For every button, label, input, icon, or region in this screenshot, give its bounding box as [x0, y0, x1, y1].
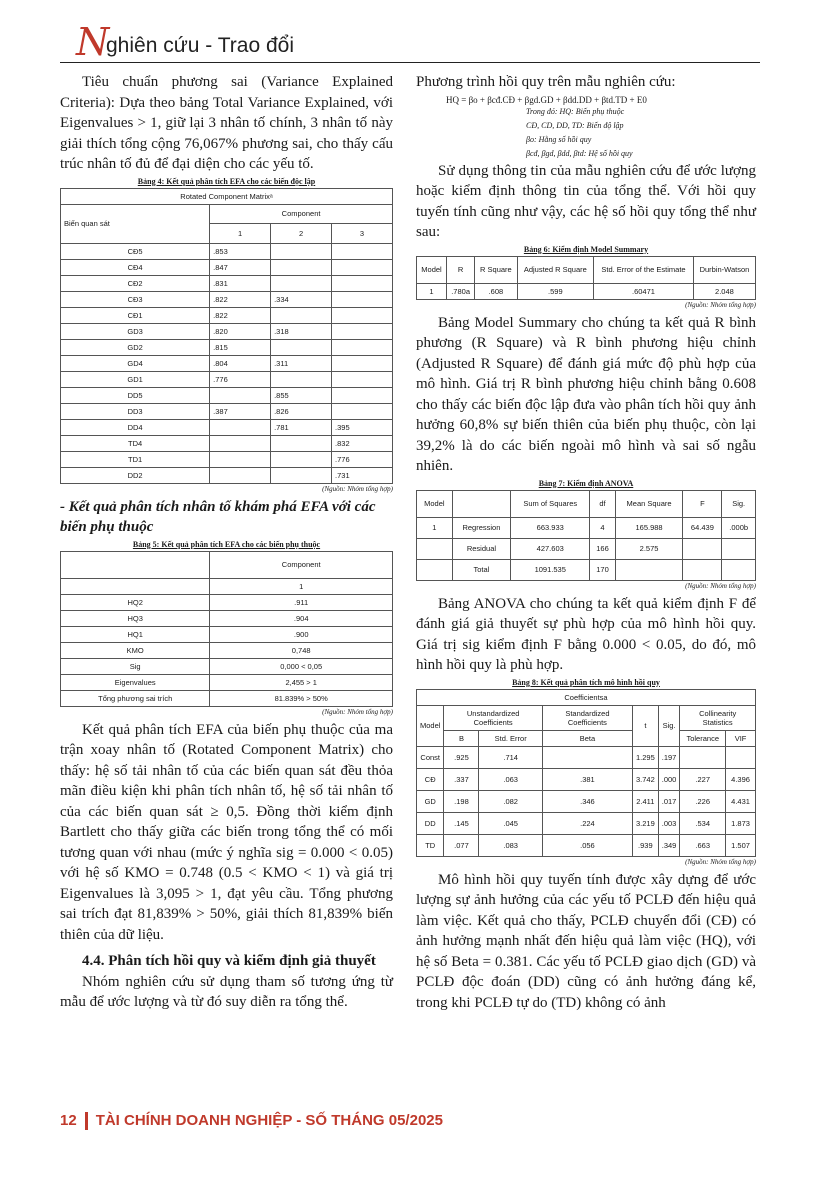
table7-cell: .000b	[722, 517, 756, 538]
table-row	[417, 517, 756, 538]
table6-cell: .60471	[594, 283, 694, 299]
table-row	[61, 355, 393, 371]
paragraph: Nhóm nghiên cứu sử dụng tham số tương ứng từ mẫu để ước lượng và từ đó suy diễn ra tổng thể.	[60, 973, 393, 1010]
table8-cell: .145	[444, 812, 479, 834]
table8-caption: Bảng 8: Kết quả phân tích mô hình hồi quy	[512, 677, 660, 687]
table5-cell: .900	[210, 626, 393, 642]
table4-cell: GD2	[61, 339, 210, 355]
page-number: 12	[60, 1112, 77, 1129]
definition-line: βcđ, βgd, βdd, βtd: Hệ số hồi quy	[526, 148, 633, 158]
table4-cell: .731	[332, 467, 393, 483]
table7-source: (Nguồn: Nhóm tổng hợp)	[685, 581, 756, 590]
table8-subheader: B	[444, 730, 479, 746]
paragraph: Mô hình hồi quy tuyến tính được xây dựng để ước lượng sự ảnh hưởng của các yếu tố PCLĐ đến hiệu quả làm việc. Kết quả cho thấy, PCLĐ chuyển đổi (CĐ) có ảnh hưởng mạnh nhất đến hiệu quả làm việc (HQ), với hệ số Beta = 0.381. Các yếu tố PCLĐ giao dịch (GD) và PCLĐ độc đoán (DD) cũng có ảnh hưởng đáng kể, trong khi PCLĐ tự do (TD) không có ảnh	[416, 871, 756, 1011]
table8-cell: .077	[444, 834, 479, 856]
table8-cell: .063	[479, 768, 542, 790]
table8-cell: .082	[479, 790, 542, 812]
table8-cell: .534	[680, 812, 726, 834]
table4-cell: TD1	[61, 451, 210, 467]
table8-cell	[542, 746, 632, 768]
table7-caption: Bảng 7: Kiểm định ANOVA	[538, 478, 634, 488]
table4-cell: CĐ2	[61, 275, 210, 291]
table-row	[61, 291, 393, 307]
table8-cell	[680, 746, 726, 768]
table8-header: Collinearity Statistics	[680, 705, 756, 730]
table-row	[61, 403, 393, 419]
table-row	[61, 435, 393, 451]
table4-cell	[210, 435, 271, 451]
table4-cell	[271, 307, 332, 323]
table-row	[61, 674, 393, 690]
table4-cell: .804	[210, 355, 271, 371]
table4-cell: DD2	[61, 467, 210, 483]
table4-cell: .815	[210, 339, 271, 355]
table7-cell	[683, 559, 722, 580]
table-row	[417, 538, 756, 559]
table4-cell	[271, 339, 332, 355]
table7-cell: 1091.535	[511, 559, 590, 580]
table4-cell	[271, 259, 332, 275]
table4-cell	[271, 435, 332, 451]
table6-header: R Square	[475, 256, 517, 283]
table8-cell: .045	[479, 812, 542, 834]
table-row	[417, 834, 756, 856]
table8-cell: 3.219	[632, 812, 658, 834]
table5-cell: .904	[210, 610, 393, 626]
table4-cell	[332, 291, 393, 307]
right-column	[416, 72, 756, 1013]
definition-line: βo: Hằng số hồi quy	[526, 134, 592, 144]
table6-header: Adjusted R Square	[517, 256, 594, 283]
table7-header: Mean Square	[615, 490, 683, 517]
table4-col-header: 3	[332, 224, 393, 244]
table-row	[61, 594, 393, 610]
table7-cell	[417, 538, 453, 559]
table4-cell: GD1	[61, 371, 210, 387]
table4-cell	[332, 323, 393, 339]
table-row	[61, 642, 393, 658]
page-footer	[60, 1112, 443, 1130]
table7-cell: 165.988	[615, 517, 683, 538]
table7-cell: 64.439	[683, 517, 722, 538]
table5	[60, 551, 393, 707]
table8-title: Coefficientsa	[417, 689, 756, 705]
table4-cell	[210, 451, 271, 467]
table-row	[417, 790, 756, 812]
table7-cell: 1	[417, 517, 453, 538]
table8-cell: 2.411	[632, 790, 658, 812]
table5-cell: 81.839% > 50%	[210, 690, 393, 706]
table8-cell: .003	[658, 812, 680, 834]
table7-cell	[683, 538, 722, 559]
table8-cell: .939	[632, 834, 658, 856]
table8-header: Standardized Coefficients	[542, 705, 632, 730]
table4-cell	[332, 275, 393, 291]
table7-header: F	[683, 490, 722, 517]
table8-cell: .381	[542, 768, 632, 790]
table7-cell: Residual	[452, 538, 510, 559]
table5-cell: Eigenvalues	[61, 674, 210, 690]
table8-cell: .925	[444, 746, 479, 768]
table8-cell: .714	[479, 746, 542, 768]
table4-cell: .776	[332, 451, 393, 467]
table6-cell: 2.048	[693, 283, 755, 299]
table6-cell: .599	[517, 283, 594, 299]
table7-cell: 427.603	[511, 538, 590, 559]
table7-header: Model	[417, 490, 453, 517]
footer-divider	[85, 1112, 88, 1130]
table8-cell: .017	[658, 790, 680, 812]
paragraph: Bảng Model Summary cho chúng ta kết quả R bình phương (R Square) và R bình phương hiệu chỉnh (Adjusted R Square) để đánh giá mức độ phù hợp của mô hình. Giá trị R bình phương hiệu chỉnh bằng 0.608 cho thấy các biến độc lập đưa vào phân tích hồi quy ảnh hưởng 60,8% sự biến thiên của biến phụ thuộc, còn lại 39,2% là do các biến ngoài mô hình và sai số ngẫu nhiên.	[416, 314, 756, 474]
table8-cell: 3.742	[632, 768, 658, 790]
table-row	[61, 323, 393, 339]
definition-line: Trong đó: HQ: Biến phụ thuộc	[526, 106, 625, 116]
table5-cell: 0,748	[210, 642, 393, 658]
table-row	[61, 451, 393, 467]
table4-cell	[210, 387, 271, 403]
table4-title: Rotated Component Matrixᵃ	[61, 188, 393, 204]
table8-header: Model	[417, 705, 444, 746]
table4-cell: GD3	[61, 323, 210, 339]
table8	[416, 689, 756, 857]
section-heading: - Kết quả phân tích nhân tố khám phá EFA với các biến phụ thuộc	[60, 498, 376, 535]
table8-subheader: Beta	[542, 730, 632, 746]
table4-cell	[332, 403, 393, 419]
table4-cell: .318	[271, 323, 332, 339]
table7-cell: 166	[590, 538, 615, 559]
table4-cell: CĐ1	[61, 307, 210, 323]
table8-cell: .197	[658, 746, 680, 768]
table6-cell: .608	[475, 283, 517, 299]
table4-cell: .395	[332, 419, 393, 435]
table-row	[61, 307, 393, 323]
table7-cell	[722, 538, 756, 559]
table5-cell: .911	[210, 594, 393, 610]
table6-caption: Bảng 6: Kiểm định Model Summary	[523, 244, 649, 254]
table4-cell	[271, 275, 332, 291]
table4-cell: GD4	[61, 355, 210, 371]
footer-journal: TÀI CHÍNH DOANH NGHIỆP - SỐ THÁNG 05/2025	[95, 1112, 443, 1129]
table8-subheader: VIF	[726, 730, 756, 746]
table6-cell: .780a	[447, 283, 475, 299]
paragraph: Kết quả phân tích EFA của biến phụ thuộc của ma trận xoay nhân tố (Rotated Component Matrix) cho thấy: hệ số tải nhân tố của các biến quan sát đều thỏa mãn điều kiện khi phân tích nhân tố, hệ số tải nhân tố của các biến quan sát ≥ 0,5. Đồng thời kiểm định Bartlett cho thấy giữa các biến trong tổng thể có mối tương quan với nhau (mức ý nghĩa sig = 0.000 < 0.05) với hệ số KMO = 0.748 (0.5 < KMO < 1) và giá trị Eigenvalues là 3,095 > 1, đạt yêu cầu. Tổng phương sai trích đạt 81,839% > 50%, giải thích 81,839% biến thiên của dữ liệu.	[60, 721, 393, 943]
table8-subheader: Std. Error	[479, 730, 542, 746]
table6-header: Std. Error of the Estimate	[594, 256, 694, 283]
table8-header: t	[632, 705, 658, 746]
table8-cell: .056	[542, 834, 632, 856]
table-row	[61, 371, 393, 387]
table8-cell: 4.396	[726, 768, 756, 790]
table8-cell: .349	[658, 834, 680, 856]
table8-cell: .227	[680, 768, 726, 790]
equation-definitions	[526, 105, 756, 161]
table4-cell: DD5	[61, 387, 210, 403]
table8-cell: .083	[479, 834, 542, 856]
table4-cell: .311	[271, 355, 332, 371]
table5-cell: Sig	[61, 658, 210, 674]
table-row	[61, 690, 393, 706]
paragraph: Bảng ANOVA cho chúng ta kết quả kiểm định F để đánh giá giả thuyết sự phù hợp của mô hình hồi quy. Giá trị sig kiểm định F bằng 0.000 < 0.05, do đó, mô hình hồi quy là phù hợp.	[416, 595, 756, 673]
table7-cell: 663.933	[511, 517, 590, 538]
table8-cell: .346	[542, 790, 632, 812]
table6-header: Durbin-Watson	[693, 256, 755, 283]
table8-cell: .198	[444, 790, 479, 812]
table-row	[61, 419, 393, 435]
table4-cell: CĐ3	[61, 291, 210, 307]
table6-source: (Nguồn: Nhóm tổng hợp)	[685, 300, 756, 309]
table5-cell: Tổng phương sai trích	[61, 690, 210, 706]
table4-cell	[332, 355, 393, 371]
table7-header: df	[590, 490, 615, 517]
table4-cell: .831	[210, 275, 271, 291]
table8-cell: 1.873	[726, 812, 756, 834]
table4-caption: Bảng 4: Kết quả phân tích EFA cho các biến độc lập	[137, 176, 316, 186]
table8-cell: .224	[542, 812, 632, 834]
definition-line: CĐ, CD, DD, TD: Biến độ lập	[526, 120, 624, 130]
table-row	[61, 467, 393, 483]
table5-cell: KMO	[61, 642, 210, 658]
table4-cell: DD3	[61, 403, 210, 419]
table5-cell: HQ1	[61, 626, 210, 642]
table8-cell: GD	[417, 790, 444, 812]
table8-subheader: Tolerance	[680, 730, 726, 746]
table8-cell: .663	[680, 834, 726, 856]
table-row	[61, 387, 393, 403]
table7-cell: 2.575	[615, 538, 683, 559]
table7-cell	[417, 559, 453, 580]
table5-cell: HQ2	[61, 594, 210, 610]
table-row	[417, 768, 756, 790]
table-row	[61, 658, 393, 674]
table4-cell: CĐ4	[61, 259, 210, 275]
table4-cell	[332, 339, 393, 355]
table6-header: R	[447, 256, 475, 283]
table8-cell: CĐ	[417, 768, 444, 790]
table8-cell: .000	[658, 768, 680, 790]
table7-cell: 170	[590, 559, 615, 580]
table-row	[61, 259, 393, 275]
table4-cell: .855	[271, 387, 332, 403]
table7-cell	[722, 559, 756, 580]
table4-source: (Nguồn: Nhóm tổng hợp)	[322, 484, 393, 493]
table5-col: 1	[210, 578, 393, 594]
table7	[416, 490, 756, 581]
table5-component: Component	[210, 551, 393, 578]
table8-cell: TD	[417, 834, 444, 856]
table4-cell: .387	[210, 403, 271, 419]
table8-header: Unstandardized Coefficients	[444, 705, 542, 730]
table4-rowhead: Biến quan sát	[61, 204, 210, 243]
table6-cell: 1	[417, 283, 447, 299]
table4-cell	[271, 467, 332, 483]
table4-cell: TD4	[61, 435, 210, 451]
table-row	[61, 243, 393, 259]
table-row	[61, 610, 393, 626]
table-row	[61, 626, 393, 642]
table8-cell: DD	[417, 812, 444, 834]
table4-cell: .847	[210, 259, 271, 275]
header-initial: N	[76, 20, 110, 64]
table4-cell: .781	[271, 419, 332, 435]
table8-source: (Nguồn: Nhóm tổng hợp)	[685, 857, 756, 866]
table8-cell: .337	[444, 768, 479, 790]
table7-header: Sig.	[722, 490, 756, 517]
table8-header: Sig.	[658, 705, 680, 746]
table6	[416, 256, 756, 300]
table5-source: (Nguồn: Nhóm tổng hợp)	[322, 707, 393, 716]
table-row	[61, 339, 393, 355]
table8-cell: Const	[417, 746, 444, 768]
table4-cell: .826	[271, 403, 332, 419]
table5-caption: Bảng 5: Kết quả phân tích EFA cho các biến phụ thuộc	[132, 539, 321, 549]
table7-cell	[615, 559, 683, 580]
page-header	[60, 20, 760, 63]
paragraph: Tiêu chuẩn phương sai (Variance Explained Criteria): Dựa theo bảng Total Variance Explained, với Eigenvalues > 1, giữ lại 3 nhân tố chính, 3 nhân tố này giải thích tổng cộng 76,067% phương sai, cho thấy cấu trúc nhân tố đủ để đại diện cho các yếu tố.	[60, 74, 393, 172]
table5-cell: 2,455 > 1	[210, 674, 393, 690]
table4-cell: .822	[210, 307, 271, 323]
table5-cell: HQ3	[61, 610, 210, 626]
table4-cell	[210, 467, 271, 483]
table-row	[417, 559, 756, 580]
table4-cell: .853	[210, 243, 271, 259]
table8-cell: 4.431	[726, 790, 756, 812]
table4	[60, 188, 393, 484]
table7-cell: Total	[452, 559, 510, 580]
table4-cell	[332, 371, 393, 387]
table7-header	[452, 490, 510, 517]
table8-cell: 1.295	[632, 746, 658, 768]
table-row	[417, 812, 756, 834]
table4-cell	[271, 371, 332, 387]
table4-cell: DD4	[61, 419, 210, 435]
table8-cell: .226	[680, 790, 726, 812]
section-title: 4.4. Phân tích hồi quy và kiểm định giả thuyết	[82, 953, 376, 969]
paragraph: Phương trình hồi quy trên mẫu nghiên cứu:	[416, 74, 676, 90]
table4-cell: .820	[210, 323, 271, 339]
table4-cell	[210, 419, 271, 435]
table8-cell: 1.507	[726, 834, 756, 856]
table-row	[417, 746, 756, 768]
table4-cell	[332, 243, 393, 259]
table4-cell: CĐ5	[61, 243, 210, 259]
table5-cell: 0,000 < 0,05	[210, 658, 393, 674]
table4-cell: .334	[271, 291, 332, 307]
table6-header: Model	[417, 256, 447, 283]
table4-cell: .776	[210, 371, 271, 387]
table4-component: Component	[210, 204, 393, 224]
table4-cell	[271, 451, 332, 467]
table4-cell: .822	[210, 291, 271, 307]
table7-cell: 4	[590, 517, 615, 538]
table8-cell	[726, 746, 756, 768]
paragraph: Sử dụng thông tin của mẫu nghiên cứu để ước lượng hoặc kiểm định thông tin của tổng thể. Với hồi quy tuyến tính cũng như vậy, các hệ số hồi quy tổng thể như sau:	[416, 162, 756, 240]
table4-cell	[332, 307, 393, 323]
table7-header: Sum of Squares	[511, 490, 590, 517]
table4-col-header: 1	[210, 224, 271, 244]
table4-col-header: 2	[271, 224, 332, 244]
table4-cell	[332, 259, 393, 275]
left-column	[60, 72, 393, 1013]
header-section: ghiên cứu - Trao đổi	[106, 34, 294, 57]
table-row	[61, 275, 393, 291]
table4-cell	[332, 387, 393, 403]
table4-cell	[271, 243, 332, 259]
table7-cell: Regression	[452, 517, 510, 538]
regression-equation: HQ = βo + βcđ.CĐ + βgd.GD + βdd.DD + βtd.TD + E0	[446, 94, 647, 105]
table4-cell: .832	[332, 435, 393, 451]
